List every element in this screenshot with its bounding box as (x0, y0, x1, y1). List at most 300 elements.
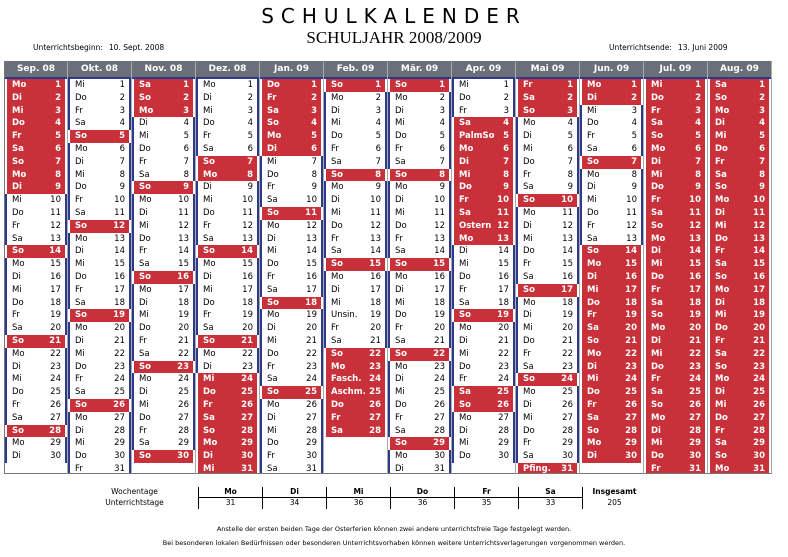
day-cell-free (644, 297, 707, 310)
day-number: 1 (631, 80, 637, 90)
day-cell-free (132, 105, 195, 118)
weekday-label: Do (459, 92, 471, 103)
weekday-label: Di (523, 399, 532, 410)
weekday-label: Mo (587, 169, 600, 180)
weekday-label: Do (651, 182, 664, 193)
day-cell (132, 297, 195, 310)
weekday-label: Do (12, 118, 25, 129)
day-cell (132, 117, 195, 130)
day-cell (516, 181, 579, 194)
day-cell-free (5, 117, 67, 130)
day-cell (452, 437, 515, 450)
weekday-label: Di (395, 284, 404, 295)
month-header: Sep. 08 (5, 61, 67, 79)
day-cell-free (516, 194, 579, 207)
day-number: 21 (306, 335, 317, 346)
weekday-label: Do (715, 323, 728, 334)
day-cell (68, 169, 131, 182)
weekday-label: Di (75, 425, 84, 436)
day-number: 31 (241, 463, 253, 474)
weekday-label: Sa (75, 118, 86, 129)
day-cell-free (644, 117, 707, 130)
weekday-label: Mi (651, 80, 663, 90)
day-number: 3 (631, 105, 637, 116)
day-number: 9 (439, 182, 445, 193)
day-cell (452, 105, 515, 118)
day-cell (196, 284, 259, 297)
weekday-label: So (715, 271, 727, 282)
day-number: 17 (498, 284, 509, 295)
day-cell-free (260, 297, 323, 310)
day-number: 25 (497, 387, 509, 398)
day-cell (68, 79, 131, 92)
weekday-label: Fr (331, 143, 339, 154)
day-cell-free (5, 79, 67, 92)
weekday-label: Mo (715, 374, 730, 385)
day-number: 2 (631, 92, 637, 103)
day-number: 9 (183, 182, 189, 193)
weekday-label: Mi (203, 195, 213, 206)
day-cell-free (644, 361, 707, 374)
weekday-label: Mo (203, 80, 216, 90)
day-cell-free (644, 207, 707, 220)
weekday-label: Mi (75, 80, 85, 90)
day-number: 10 (434, 195, 445, 206)
weekday-label: Di (395, 463, 404, 474)
day-number: 5 (55, 131, 61, 142)
day-number: 15 (242, 259, 253, 270)
day-cell (324, 181, 387, 194)
day-number: 5 (503, 131, 509, 142)
weekday-label: Sa (75, 387, 86, 398)
day-cell-free (196, 373, 259, 386)
weekday-label: Sa (523, 182, 534, 193)
weekday-label: Di (523, 310, 532, 321)
day-number: 1 (567, 80, 573, 90)
summary-table (71, 487, 771, 509)
day-cell-free (644, 258, 707, 271)
weekday-label: Mo (715, 463, 730, 474)
weekday-label: Do (267, 348, 279, 359)
weekday-label: Mo (75, 143, 88, 154)
day-number: 21 (498, 335, 509, 346)
day-cell-free (708, 130, 771, 143)
day-cell-free (196, 169, 259, 182)
day-number: 7 (311, 156, 317, 167)
day-cell (132, 386, 195, 399)
day-cell (580, 220, 643, 233)
day-cell (324, 117, 387, 130)
day-cell (68, 284, 131, 297)
day-cell (68, 258, 131, 271)
day-cell-free (580, 386, 643, 399)
day-number: 16 (242, 271, 253, 282)
day-cell (132, 245, 195, 258)
day-number: 2 (759, 92, 765, 103)
day-cell-free (452, 233, 515, 246)
day-number: 11 (753, 207, 765, 218)
day-number: 14 (625, 246, 637, 257)
day-number: 4 (55, 118, 61, 129)
weekday-label: Mo (139, 284, 152, 295)
day-number: 28 (625, 425, 637, 436)
weekday-label: Mi (651, 169, 663, 180)
weekday-label: Mo (459, 143, 474, 154)
weekday-label: Mo (459, 412, 472, 423)
weekday-label: Sa (587, 412, 599, 423)
day-cell-free (708, 463, 771, 474)
weekday-label: Fr (203, 399, 213, 410)
day-cell-free (324, 361, 387, 374)
lesson-days-count: 34 (262, 498, 326, 509)
day-cell (324, 156, 387, 169)
weekday-label: Mo (651, 323, 666, 334)
day-number: 21 (689, 335, 701, 346)
weekday-label: Mo (587, 259, 602, 270)
weekday-label: Fr (459, 374, 467, 385)
day-cell (388, 233, 451, 246)
weekday-label: Di (139, 297, 148, 308)
day-number: 3 (311, 105, 317, 116)
day-number: 18 (50, 297, 61, 308)
weekday-label: Mi (12, 284, 22, 295)
weekday-label: Do (651, 271, 664, 282)
day-cell-free (196, 156, 259, 169)
weekday-label: So (395, 80, 407, 90)
day-cell-free (580, 361, 643, 374)
day-number: 20 (434, 323, 445, 334)
weekday-label: Mi (587, 374, 599, 385)
day-number: 19 (753, 310, 765, 321)
page-subtitle: SCHULJAHR 2008/2009 (306, 28, 482, 47)
day-cell (516, 245, 579, 258)
day-number: 7 (183, 156, 189, 167)
weekday-label: So (203, 425, 215, 436)
day-number: 24 (306, 374, 317, 385)
day-cell (388, 284, 451, 297)
weekday-label: So (139, 271, 151, 282)
weekday-label: Do (267, 438, 279, 449)
weekday-label: Di (587, 361, 597, 372)
weekday-label: Mi (587, 284, 599, 295)
day-cell-free (260, 130, 323, 143)
day-number: 29 (433, 438, 445, 449)
weekday-label: Di (715, 297, 725, 308)
day-number: 6 (631, 143, 637, 154)
weekday-label: Di (139, 118, 148, 129)
weekday-label: Fr (651, 374, 661, 385)
weekday-label: So (523, 195, 535, 206)
day-cell (324, 335, 387, 348)
day-number: 15 (369, 259, 381, 270)
weekday-label: Mo (203, 438, 218, 449)
day-cell (260, 220, 323, 233)
weekday-label: So (395, 169, 407, 180)
day-number: 20 (306, 323, 317, 334)
day-number: 10 (497, 195, 509, 206)
weekday-label: Do (203, 207, 215, 218)
day-cell-free (644, 169, 707, 182)
day-number: 9 (503, 182, 509, 193)
day-cell (68, 194, 131, 207)
weekday-label: Fr (331, 323, 339, 334)
day-number: 22 (306, 348, 317, 359)
day-cell-free (196, 425, 259, 438)
day-number: 17 (242, 284, 253, 295)
weekday-label: Fr (523, 169, 531, 180)
day-cell-free (132, 92, 195, 105)
day-number: 11 (689, 207, 701, 218)
day-cell-free (516, 284, 579, 297)
day-number: 27 (178, 412, 189, 423)
weekday-label: Fr (267, 451, 275, 462)
day-number: 22 (625, 348, 637, 359)
day-cell-free (580, 322, 643, 335)
day-number: 13 (242, 233, 253, 244)
day-cell (516, 386, 579, 399)
day-number: 20 (753, 323, 765, 334)
day-number: 4 (631, 118, 637, 129)
weekday-label: Di (331, 284, 340, 295)
day-cell (260, 284, 323, 297)
day-number: 2 (375, 92, 381, 103)
day-number: 30 (50, 451, 61, 462)
weekday-label: Mi (139, 220, 149, 231)
day-cell (260, 437, 323, 450)
day-number: 27 (498, 412, 509, 423)
day-cell (132, 233, 195, 246)
day-cell-free (324, 258, 387, 271)
day-number: 10 (178, 195, 189, 206)
day-number: 12 (113, 220, 125, 231)
weekday-header: Di (262, 487, 326, 498)
day-number: 10 (242, 195, 253, 206)
day-cell (68, 437, 131, 450)
day-number: 12 (689, 220, 701, 231)
day-cell (68, 117, 131, 130)
weekday-label: So (459, 399, 471, 410)
day-cell-free (708, 156, 771, 169)
day-number: 11 (50, 207, 61, 218)
day-cell-free (196, 245, 259, 258)
day-cell (324, 143, 387, 156)
weekday-label: Do (715, 233, 728, 244)
day-cell-free (5, 143, 67, 156)
weekday-label: Di (267, 233, 276, 244)
weekday-label: So (587, 156, 599, 167)
weekday-label: Mo (395, 271, 408, 282)
month-header: Jan. 09 (260, 61, 323, 79)
day-number: 29 (178, 438, 189, 449)
day-cell-free (452, 399, 515, 412)
day-cell-free (132, 181, 195, 194)
day-cell (260, 399, 323, 412)
day-cell (388, 271, 451, 284)
day-number: 22 (369, 348, 381, 359)
day-number: 6 (759, 143, 765, 154)
school-start (33, 42, 164, 54)
weekday-label: Do (651, 361, 664, 372)
day-cell-free (644, 233, 707, 246)
day-number: 7 (55, 156, 61, 167)
weekday-label: Di (75, 156, 84, 167)
day-cell-free (324, 169, 387, 182)
day-number: 21 (49, 335, 61, 346)
weekday-label: Sa (139, 169, 150, 180)
weekday-label: Mo (395, 182, 408, 193)
day-cell (452, 271, 515, 284)
weekday-label: So (331, 80, 343, 90)
day-number: 15 (114, 259, 125, 270)
day-cell (196, 258, 259, 271)
day-cell-free (260, 143, 323, 156)
day-number: 14 (241, 246, 253, 257)
weekday-label: Mi (459, 80, 469, 90)
day-cell-free (644, 79, 707, 92)
day-number: 26 (241, 399, 253, 410)
day-cell-free (580, 297, 643, 310)
day-cell-free (580, 156, 643, 169)
month-header: Feb. 09 (324, 61, 387, 79)
day-number: 8 (375, 169, 381, 180)
weekday-label: Do (395, 310, 407, 321)
day-cell (68, 105, 131, 118)
day-number: 24 (561, 374, 573, 385)
weekday-label: Do (331, 131, 343, 142)
day-cell (5, 207, 67, 220)
weekday-label: Mi (715, 310, 727, 321)
day-number: 9 (55, 182, 61, 193)
weekday-label: Mo (523, 387, 536, 398)
day-cell (580, 233, 643, 246)
day-number: 10 (370, 195, 381, 206)
day-number: 17 (561, 284, 573, 295)
day-number: 23 (498, 361, 509, 372)
day-cell (388, 373, 451, 386)
day-cell-free (580, 309, 643, 322)
day-number: 19 (370, 310, 381, 321)
month-column (580, 61, 644, 474)
weekday-label: Di (12, 271, 21, 282)
day-number: 27 (306, 412, 317, 423)
day-cell (580, 117, 643, 130)
day-cell (260, 169, 323, 182)
day-cell (68, 373, 131, 386)
day-cell-free (644, 181, 707, 194)
day-cell-free (708, 373, 771, 386)
day-number: 6 (439, 143, 445, 154)
day-cell (5, 399, 67, 412)
weekday-label: So (395, 438, 407, 449)
day-cell (196, 309, 259, 322)
day-number: 18 (305, 297, 317, 308)
day-cell (260, 309, 323, 322)
day-number: 11 (114, 207, 125, 218)
weekday-label: Fr (139, 335, 147, 346)
day-number: 25 (434, 387, 445, 398)
day-number: 4 (695, 118, 701, 129)
day-number: 30 (434, 451, 445, 462)
day-cell-free (580, 271, 643, 284)
day-number: 27 (369, 412, 381, 423)
day-number: 23 (369, 361, 381, 372)
weekday-label: Di (203, 182, 212, 193)
day-number: 23 (434, 361, 445, 372)
weekday-label: So (715, 92, 727, 103)
day-number: 16 (625, 271, 637, 282)
weekday-label: Do (75, 451, 87, 462)
weekday-header: Mo (198, 487, 262, 498)
day-cell-free (452, 169, 515, 182)
day-number: 1 (183, 80, 189, 90)
day-cell-free (324, 348, 387, 361)
day-cell-free (388, 437, 451, 450)
day-number: 18 (625, 297, 637, 308)
day-cell-free (516, 105, 579, 118)
day-number: 28 (114, 425, 125, 436)
weekday-label: Sa (587, 323, 599, 334)
day-cell-free (708, 258, 771, 271)
day-number: 3 (55, 105, 61, 116)
weekday-label: Di (395, 195, 404, 206)
day-number: 31 (561, 463, 573, 474)
day-number: 1 (247, 80, 253, 90)
day-number: 29 (689, 438, 701, 449)
day-number: 5 (311, 131, 317, 142)
day-number: 26 (625, 399, 637, 410)
day-number: 1 (311, 80, 317, 90)
weekday-label: So (267, 207, 279, 218)
weekday-label: Mi (523, 143, 533, 154)
day-number: 18 (434, 297, 445, 308)
day-number: 20 (114, 323, 125, 334)
day-number: 14 (306, 246, 317, 257)
day-number: 24 (434, 374, 445, 385)
day-number: 5 (119, 131, 125, 142)
weekday-label: Sa (459, 207, 471, 218)
day-cell (5, 348, 67, 361)
month-header: Okt. 08 (68, 61, 131, 79)
weekday-label: Di (139, 207, 148, 218)
day-cell-free (644, 220, 707, 233)
lesson-days-row-label: Unterrichtstage (105, 498, 164, 507)
weekday-label: Do (75, 182, 87, 193)
day-cell-free (324, 399, 387, 412)
day-number: 12 (242, 220, 253, 231)
weekday-label: Sa (139, 348, 150, 359)
weekday-label: Sa (395, 156, 406, 167)
day-cell-free (68, 309, 131, 322)
day-cell (132, 156, 195, 169)
day-number: 29 (241, 438, 253, 449)
day-number: 21 (753, 335, 765, 346)
day-cell (516, 271, 579, 284)
weekday-label: Do (139, 233, 151, 244)
day-number: 12 (306, 220, 317, 231)
day-cell-free (580, 373, 643, 386)
weekday-label: Di (651, 246, 661, 257)
weekday-label: Di (203, 271, 212, 282)
day-cell-free (644, 322, 707, 335)
day-cell-free (260, 117, 323, 130)
day-number: 11 (434, 207, 445, 218)
day-cell (68, 233, 131, 246)
day-number: 23 (306, 361, 317, 372)
day-number: 5 (375, 131, 381, 142)
weekday-label: Di (75, 335, 84, 346)
day-cell (196, 220, 259, 233)
day-number: 3 (567, 105, 573, 116)
